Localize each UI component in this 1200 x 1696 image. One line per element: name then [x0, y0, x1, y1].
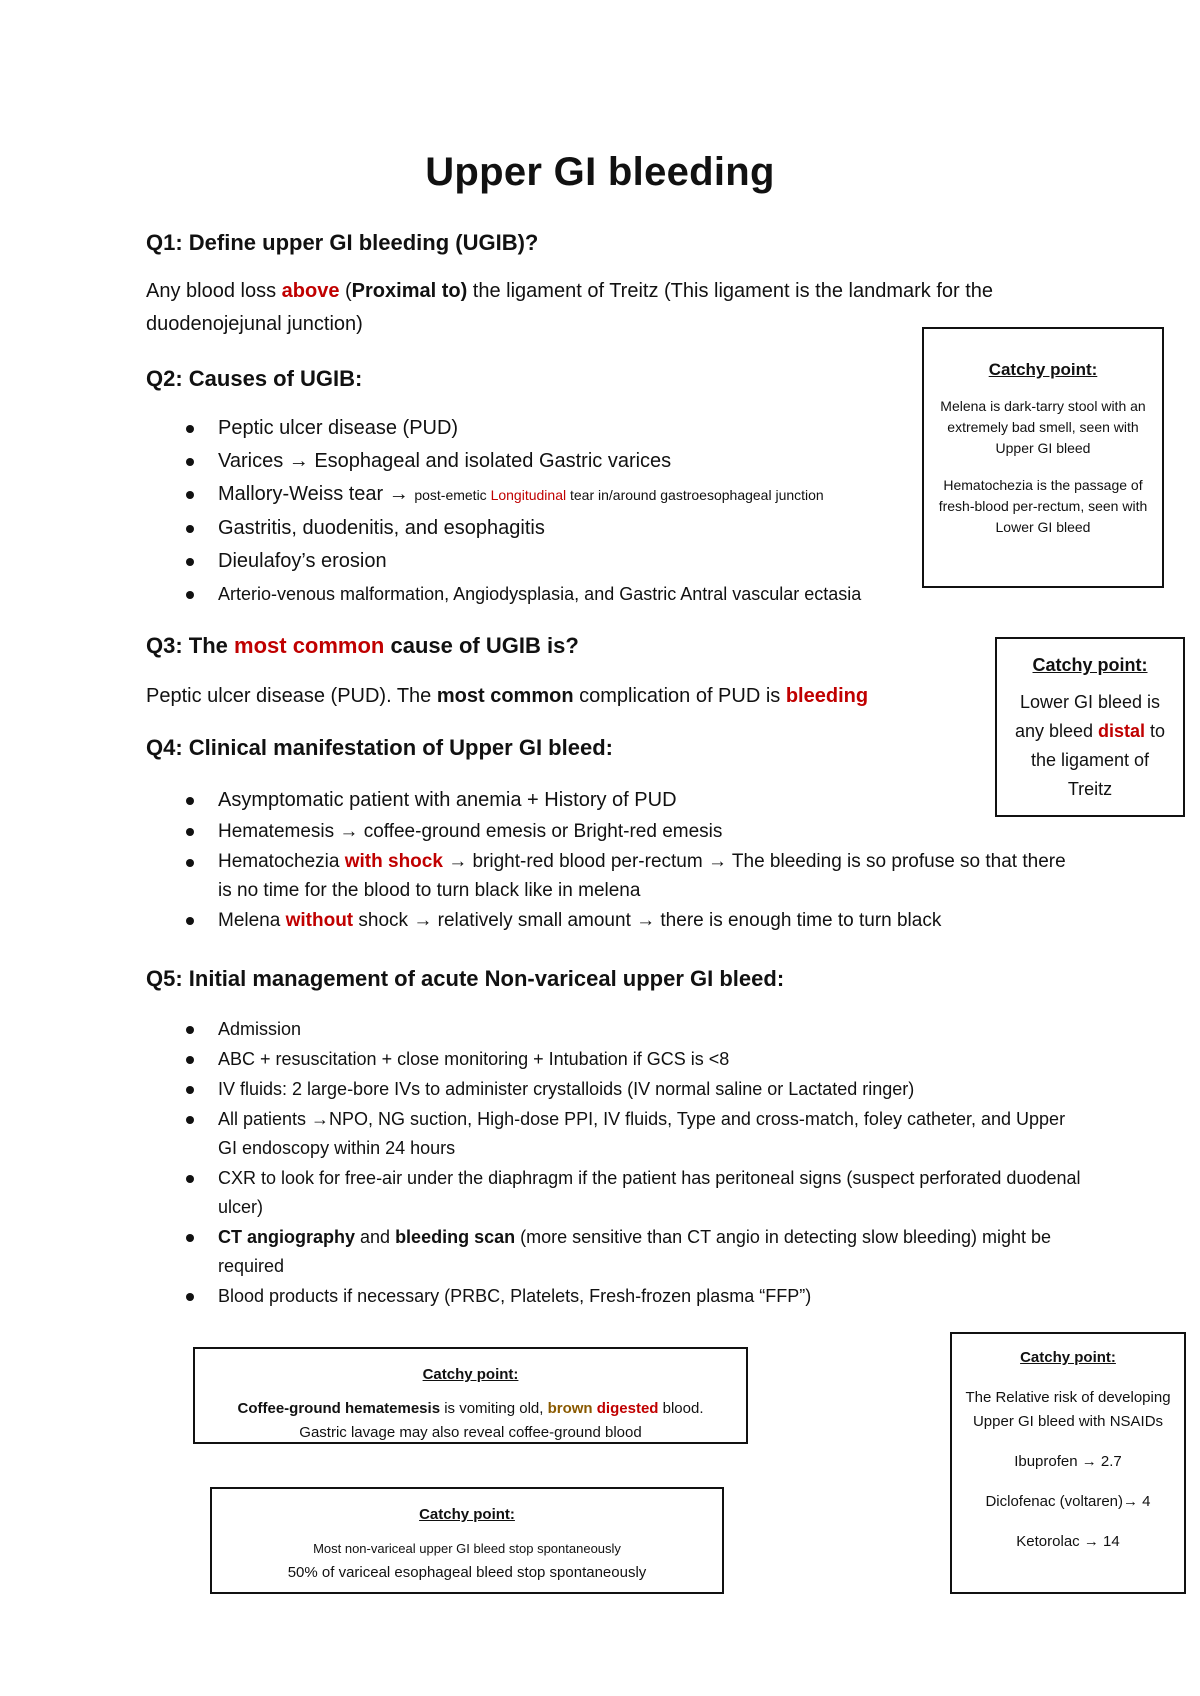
list-item: Gastritis, duodenitis, and esophagitis [146, 512, 926, 545]
q2-causes-list [146, 412, 926, 611]
catchy-point-title: Catchy point: [1032, 655, 1148, 675]
list-item: Asymptomatic patient with anemia + History of PUD [146, 785, 1076, 816]
q1-answer: Any blood loss above (Proximal to) the ligament of Treitz (This ligament is the landmark for the duodenojejunal junction) [146, 280, 994, 335]
list-item: IV fluids: 2 large-bore IVs to administer crystalloids (IV normal saline or Lactated ringer) [146, 1075, 1086, 1104]
list-item: CT angiography and bleeding scan (more sensitive than CT angio in detecting slow bleeding) might be required [146, 1223, 1086, 1281]
q4-heading: Q4: Clinical manifestation of Upper GI bleed: [146, 735, 613, 760]
variceal-note: 50% of variceal esophageal bleed stop spontaneously [287, 1564, 647, 1581]
list-item: Dieulafoy’s erosion [146, 545, 926, 578]
list-item: Mallory-Weiss tear → post-emetic Longitudinal tear in/around gastroesophageal junction [146, 478, 926, 512]
non-variceal-note: Most non-variceal upper GI bleed stop spontaneously [313, 1541, 621, 1556]
q3-heading: Q3: The most common cause of UGIB is? [146, 633, 579, 658]
page-title: Upper GI bleeding [425, 150, 775, 194]
ketorolac-risk: Ketorolac → 14 [1016, 1533, 1120, 1550]
catchy-point-title: Catchy point: [419, 1506, 515, 1523]
catchy-point-coffee-ground [193, 1347, 748, 1444]
diclofenac-risk: Diclofenac (voltaren)→ 4 [985, 1493, 1151, 1510]
hematochezia-note: Hematochezia is the passage of fresh-blood per-rectum, seen with Lower GI bleed [938, 477, 1148, 535]
list-item: ABC + resuscitation + close monitoring + Intubation if GCS is <8 [146, 1045, 1086, 1074]
catchy-point-spontaneous-stop [210, 1487, 724, 1594]
catchy-point-title: Catchy point: [1020, 1349, 1116, 1366]
list-item: Hematochezia with shock → bright-red blood per-rectum → The bleeding is so profuse so that there is no time for the blood to turn black like in melena [146, 847, 1076, 905]
q2-heading: Q2: Causes of UGIB: [146, 366, 363, 391]
list-item: Varices → Esophageal and isolated Gastric varices [146, 445, 926, 478]
catchy-point-title: Catchy point: [988, 360, 1098, 379]
melena-note: Melena is dark-tarry stool with an extremely bad smell, seen with Upper GI bleed [940, 398, 1146, 456]
catchy-point-melena [922, 327, 1164, 588]
catchy-point-nsaids [950, 1332, 1186, 1594]
list-item: Hematemesis → coffee-ground emesis or Bright-red emesis [146, 816, 1076, 847]
ibuprofen-risk: Ibuprofen → 2.7 [1014, 1453, 1122, 1470]
catchy-point-lower-gi [995, 637, 1185, 817]
list-item: All patients →NPO, NG suction, High-dose PPI, IV fluids, Type and cross-match, foley catheter, and Upper GI endoscopy within 24 hours [146, 1105, 1086, 1163]
q4-manifestations-list [146, 785, 1076, 936]
list-item: Blood products if necessary (PRBC, Platelets, Fresh-frozen plasma “FFP”) [146, 1282, 1086, 1311]
list-item: Admission [146, 1015, 1086, 1044]
list-item: CXR to look for free-air under the diaphragm if the patient has peritoneal signs (suspect perforated duodenal ulcer) [146, 1164, 1086, 1222]
q5-heading: Q5: Initial management of acute Non-variceal upper GI bleed: [146, 966, 785, 991]
list-item: Arterio-venous malformation, Angiodysplasia, and Gastric Antral vascular ectasia [146, 578, 926, 611]
q3-answer: Peptic ulcer disease (PUD). The most common complication of PUD is bleeding [146, 685, 869, 707]
nsaid-risk-intro: The Relative risk of developing Upper GI bleed with NSAIDs [965, 1389, 1171, 1430]
q1-heading: Q1: Define upper GI bleeding (UGIB)? [146, 230, 539, 255]
list-item: Melena without shock → relatively small amount → there is enough time to turn black [146, 905, 1076, 936]
q5-management-list [146, 1015, 1086, 1312]
coffee-ground-note: Coffee-ground hematemesis is vomiting old, brown digested blood. [237, 1400, 704, 1417]
lower-gi-note: Lower GI bleed is any bleed distal to the ligament of Treitz [1014, 692, 1166, 799]
gastric-lavage-note: Gastric lavage may also reveal coffee-ground blood [299, 1424, 642, 1441]
list-item: Peptic ulcer disease (PUD) [146, 412, 926, 445]
catchy-point-title: Catchy point: [422, 1366, 519, 1383]
